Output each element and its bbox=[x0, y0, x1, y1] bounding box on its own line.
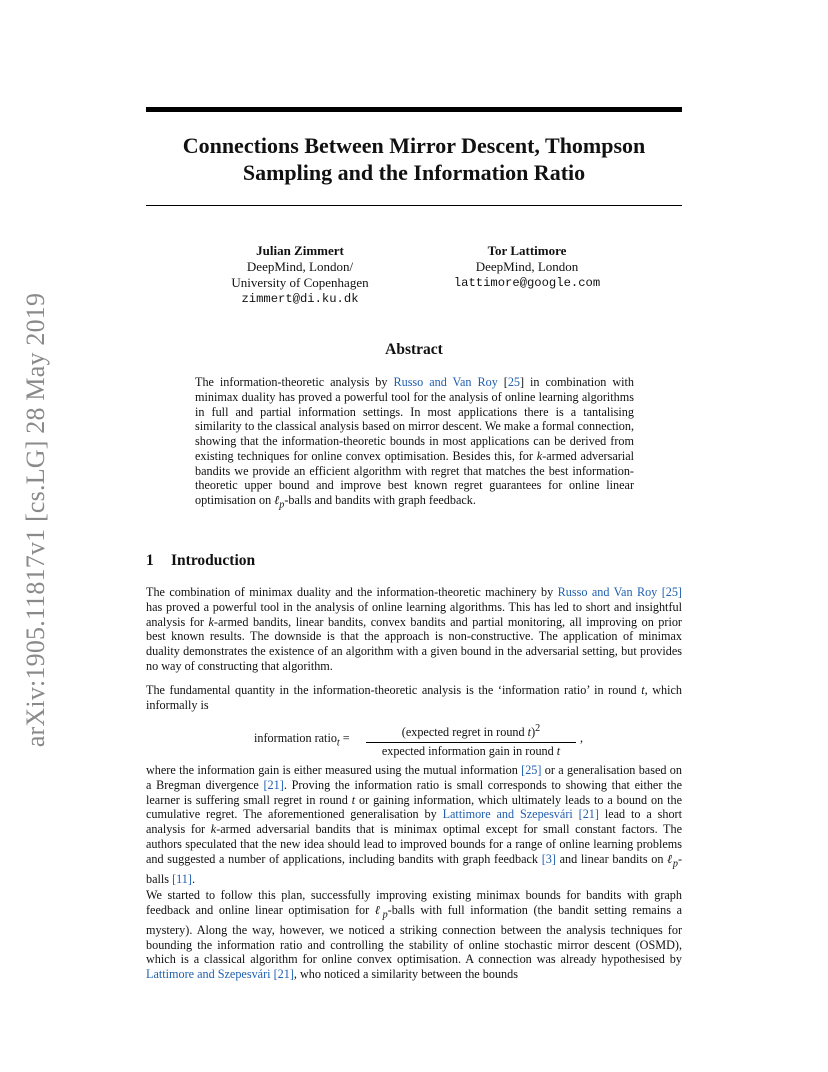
author-name: Tor Lattimore bbox=[487, 243, 567, 258]
section-title: Introduction bbox=[171, 552, 256, 569]
section-heading bbox=[146, 552, 255, 570]
citation-number[interactable]: 25 bbox=[507, 375, 520, 389]
text-span: -armed bandits, linear bandits, convex bandits and partial monitoring, all improving on prior best known results. The downside is that the approach is non-constructive. The application of minimax duality demonstrates the existence of an algorithm with a given bound in the adversarial setting, but provides no way of constructing that algorithm. bbox=[146, 614, 682, 673]
arxiv-stamp bbox=[21, 280, 51, 760]
text-span: or gaining information, which ultimately leads to a bound on the cumulative regret. The aforementioned generalisation by bbox=[146, 792, 682, 822]
abstract-body bbox=[195, 375, 634, 513]
citation-number[interactable]: [25] bbox=[661, 585, 682, 599]
text-span: , which informally is bbox=[146, 683, 682, 712]
equation-lhs bbox=[254, 731, 350, 748]
math-lp: ℓ bbox=[374, 902, 383, 917]
text-span: (expected regret in round bbox=[401, 725, 528, 740]
equals-sign: = bbox=[339, 731, 350, 745]
math-k: k bbox=[210, 822, 217, 836]
equation-lhs-text: information ratio bbox=[254, 731, 337, 745]
paragraph bbox=[146, 585, 682, 674]
math-lp: ℓ bbox=[667, 851, 673, 866]
text-span: The fundamental quantity in the information-theoretic analysis is the ‘information ratio’ in round bbox=[146, 683, 642, 697]
citation-number[interactable]: [21] bbox=[578, 807, 599, 822]
text-span: , who noticed a similarity between the bounds bbox=[293, 967, 518, 982]
citation-link[interactable]: Lattimore and Szepesvári bbox=[442, 807, 573, 822]
fraction-bar bbox=[366, 742, 576, 743]
math-superscript: 2 bbox=[535, 723, 541, 734]
math-k: k bbox=[208, 614, 214, 629]
section-number: 1 bbox=[146, 552, 154, 569]
author-email[interactable]: zimmert@di.ku.dk bbox=[241, 292, 359, 306]
author-name: Julian Zimmert bbox=[256, 243, 344, 258]
text-span: has proved a powerful tool in the analysis of online learning algorithms. This has led to short and insightful analysis for bbox=[146, 599, 682, 629]
text-span: -balls bbox=[146, 851, 683, 886]
math-t: t bbox=[641, 683, 645, 697]
author-affiliation: DeepMind, London/ bbox=[246, 259, 354, 274]
equation-fraction bbox=[366, 720, 576, 759]
paragraph bbox=[146, 763, 682, 886]
math-k: k bbox=[536, 448, 543, 463]
author-affiliation: University of Copenhagen bbox=[231, 275, 369, 290]
text-span: where the information gain is either measured using the mutual information bbox=[146, 763, 522, 777]
citation-number[interactable]: [21] bbox=[273, 967, 294, 982]
citation-number[interactable]: [21] bbox=[263, 777, 284, 792]
math-subscript: p bbox=[279, 499, 285, 511]
citation-number[interactable]: [25] bbox=[521, 763, 542, 777]
title-line-2: Sampling and the Information Ratio bbox=[242, 160, 586, 185]
text-span: The information-theoretic analysis by bbox=[195, 375, 394, 389]
text-span: -balls with full information (the bandit setting remains a mystery). Along the way, however, we noticed a striking connection between the analysis techniques for bounding the information ratio and controlling the stability of online stochastic mirror descent (OSMD), which is a classical algorithm for online convex optimisation. A connection was already hypothesised by bbox=[146, 902, 682, 967]
author-affiliation: DeepMind, London bbox=[475, 259, 579, 274]
text-span: [ bbox=[497, 375, 508, 389]
math-lp: ℓ bbox=[274, 493, 280, 507]
information-ratio-equation bbox=[146, 720, 682, 758]
fraction-denominator bbox=[366, 744, 576, 759]
paragraph bbox=[146, 888, 682, 982]
paper-title bbox=[146, 132, 682, 186]
fraction-numerator bbox=[366, 720, 576, 741]
text-span: -armed adversarial bandits that is minimax optimal except for small constant factors. The authors speculated that the new idea should lead to improved bounds for a range of online learning problems and suggested a number of applications, including bandits with graph feedback bbox=[146, 822, 682, 866]
text-span: and linear bandits on bbox=[555, 851, 668, 866]
paragraph bbox=[146, 683, 682, 713]
text-span: . Proving the information ratio is small corresponds to showing that either the learner is suffering small regret in round bbox=[146, 777, 682, 807]
text-span: or a generalisation based on a Bregman divergence bbox=[146, 763, 682, 792]
math-subscript: p bbox=[672, 857, 678, 869]
text-span: -balls and bandits with graph feedback. bbox=[284, 493, 476, 507]
text-span: expected information gain in round bbox=[381, 744, 557, 759]
abstract-heading: Abstract bbox=[385, 341, 443, 358]
text-span: . bbox=[191, 871, 195, 886]
citation-number[interactable]: [11] bbox=[172, 871, 192, 886]
title-top-rule bbox=[146, 107, 682, 112]
math-t: t bbox=[351, 792, 356, 807]
equation-comma: , bbox=[580, 731, 584, 745]
text-span: ] in combination with minimax duality has proved a powerful tool for the analysis of online learning algorithms in full and partial information settings. In most applications there is a tantalising similarity to the classical analysis based on mirror descent. We make a formal connection, showing that the information-theoretic bounds in most applications can be derived from existing techniques for online convex optimisation. Besides this, for bbox=[195, 375, 634, 463]
text-span: ) bbox=[531, 725, 536, 740]
title-bottom-rule bbox=[146, 205, 682, 206]
text-span: The combination of minimax duality and the information-theoretic machinery by bbox=[146, 585, 558, 599]
math-t: t bbox=[527, 725, 532, 740]
author-block-1 bbox=[205, 243, 395, 307]
text-span: -armed adversarial bandits we provide an efficient algorithm with regret that matches the best information-theoretic upper bound and improve best known regret guarantees for online linear optimisation on bbox=[195, 448, 634, 507]
arxiv-identifier: arXiv:1905.11817v1 [cs.LG] 28 May 2019 bbox=[21, 292, 50, 748]
author-email[interactable]: lattimore@google.com bbox=[453, 276, 601, 290]
math-subscript: t bbox=[336, 737, 340, 749]
citation-link[interactable]: Russo and Van Roy bbox=[557, 585, 658, 599]
title-line-1: Connections Between Mirror Descent, Thompson bbox=[182, 133, 646, 158]
citation-number[interactable]: [3] bbox=[541, 851, 556, 866]
author-block-2 bbox=[432, 243, 622, 291]
citation-link[interactable]: Russo and Van Roy bbox=[393, 375, 498, 389]
math-t: t bbox=[556, 744, 561, 759]
math-subscript: p bbox=[382, 909, 388, 921]
citation-link[interactable]: Lattimore and Szepesvári bbox=[146, 967, 271, 982]
text-span: lead to a short analysis for bbox=[146, 807, 682, 836]
text-span: We started to follow this plan, successfully improving existing minimax bounds for bandits with graph feedback and online linear optimisation for bbox=[146, 888, 682, 917]
